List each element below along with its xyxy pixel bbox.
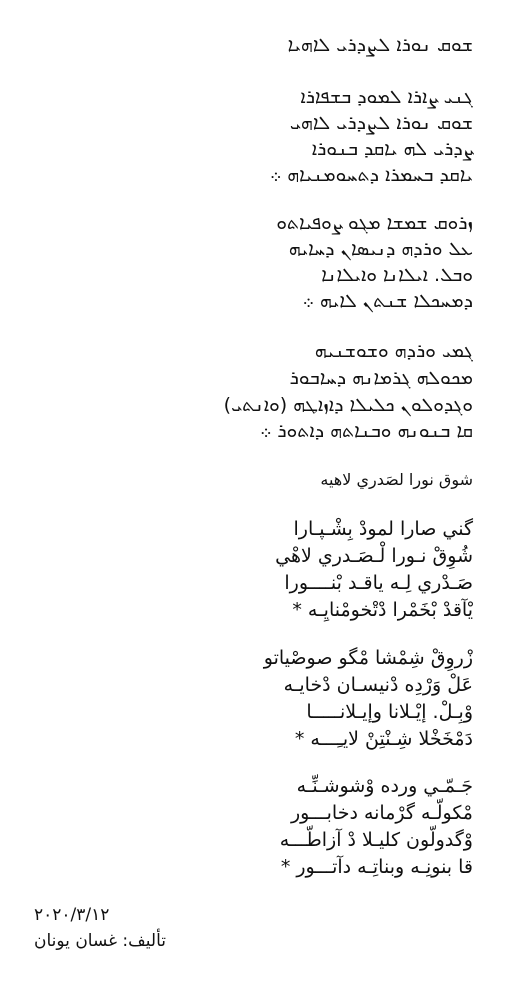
- arabic-line: مْكولّـه گرْمانه دخابـــور: [290, 802, 473, 824]
- arabic-line: شُوِقْ نـورا لْـصَـدري لاهْي: [275, 545, 473, 567]
- arabic-line: زْروِقْ شِمْشا مْگو صوصْياتو: [263, 647, 473, 669]
- syriac-line: ܓܡܝ ܘܪܕܗ ܘܫܘܫܢܝܗ: [314, 340, 473, 362]
- syriac-line: ܥܠ ܘܪܕܗ ܕܢܝܣܐܢ ܕܚܐܝܗ: [288, 238, 473, 260]
- arabic-line: يْآقدْ بْخَمْرا دْتْخومْنايِـه *: [292, 599, 473, 621]
- arabic-line: وْگدولّون كليـلا دْ آزاطّـــه: [279, 829, 473, 851]
- arabic-title: شوق نورا لصَدري لاهيه: [320, 470, 473, 489]
- syriac-line: ܝܐܩܕ ܒܚܡܪܐ ܕܬܚܘܡܢܝܐܗ ܀: [269, 164, 473, 186]
- syriac-line: ܩܐ ܒܢܘܢܗ ܘܒܢܐܬܗ ܕܐܬܘܪ ܀: [259, 420, 473, 442]
- syriac-line: ܘܒܠ. ܐܝܠܐܢܐ ܘܐܝܠܐܢܐ: [321, 264, 473, 286]
- arabic-line: جَـمّـي ورده وْشوشـنِّـه: [296, 775, 473, 797]
- syriac-line: ܓܢܝ ܨܐܪܐ ܠܡܘܕ ܒܫܦܐܪܐ: [300, 86, 473, 108]
- syriac-line: ܕܡܚܟܠܐ ܫܢܬܢ ܠܐܝܗ ܀: [302, 290, 473, 312]
- poem-date: ٢٠٢٠/٣/١٢: [34, 905, 110, 925]
- syriac-line: ܡܟܘܠܗ ܓܪܡܐܢܗ ܕܚܐܒܘܪ: [289, 367, 473, 389]
- arabic-line: قا بنونِـه وبناتِـه دآتـــور *: [280, 856, 473, 878]
- arabic-line: گني صارا لمودْ بِشْـپـارا: [293, 518, 473, 540]
- syriac-line: ܨܕܪܝ ܠܗ ܝܐܩܕ ܒܢܘܪܐ: [311, 138, 473, 160]
- poem-author: تأليف: غسان يونان: [34, 931, 166, 951]
- syriac-line: ܘܓܕܘܠܘܢ ܟܠܝܠܐ ܕܐܙܐܛܗ (ܘܐܢܬܝ): [223, 394, 473, 416]
- arabic-line: وْبِـلْ. إيْـلانا وإيـلانـــــا: [306, 701, 473, 723]
- arabic-line: صَـدْري لِـه ياقـد بْنــــورا: [284, 572, 473, 594]
- syriac-line: ܫܘܩ ܢܘܪܐ ܠܨܕܪܝ ܠܐܗܝ: [289, 112, 473, 134]
- arabic-line: دَمْخَخْلا شِـنْتِنْ لايـِـــه *: [294, 728, 473, 750]
- arabic-line: عَلْ وَرْدِه دْنيسـان دْخايـه: [283, 674, 473, 696]
- syriac-title: ܫܘܩ ܢܘܪܐ ܠܨܕܪܝ ܠܐܗܝܐ: [287, 34, 473, 56]
- syriac-line: ܙܪܘܩ ܫܡܫܐ ܡܓܘ ܨܘܦܝܐܬܘ: [276, 212, 473, 234]
